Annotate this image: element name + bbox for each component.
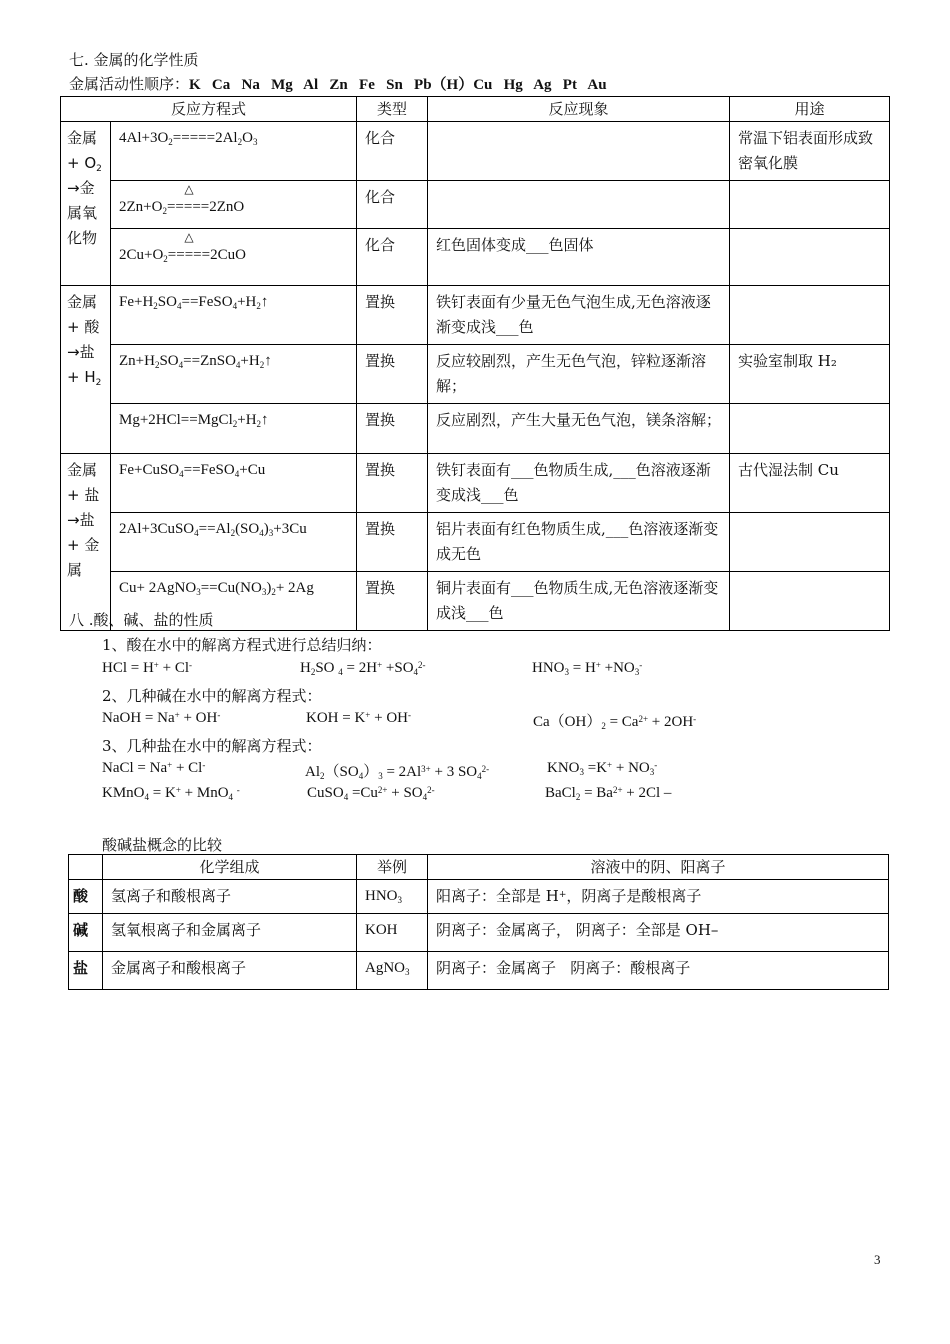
salt-eq-3: $KNO_3 =K^+ + NO_3^-$ bbox=[547, 760, 658, 777]
section7-title: 七. 金属的化学性质 bbox=[69, 51, 199, 69]
acid-eq-3: $HNO_3 = H^+ +NO_3^-$ bbox=[532, 660, 643, 677]
group-metal-salt: 金属 + 盐 →盐 + 金 属 bbox=[61, 454, 111, 631]
salt-eq-6: BaCl$_2$ = $Ba^{2+} + 2Cl$ – bbox=[545, 785, 672, 802]
type-cell: 置换 bbox=[357, 454, 428, 513]
usage-cell bbox=[730, 229, 890, 286]
equation-cell: $Zn+H_2SO_4==ZnSO_4+H_2↑$ bbox=[111, 345, 357, 404]
header-equation: 反应方程式 bbox=[61, 97, 357, 122]
type-cell: 化合 bbox=[357, 181, 428, 229]
phenomenon-cell: 铁钉表面有___色物质生成,___色溶液逐渐变成浅___色 bbox=[428, 454, 730, 513]
compare-header-composition: 化学组成 bbox=[103, 855, 357, 880]
phenomenon-cell: 铁钉表面有少量无色气泡生成,无色溶液逐渐变成浅___色 bbox=[428, 286, 730, 345]
equation-cell: △ $2Zn+O_2=====2ZnO$ bbox=[111, 181, 357, 229]
salt-eq-5: CuSO$_4$ $=Cu^{2+} + SO_4^{2-}$ bbox=[307, 785, 435, 802]
equation-cell: △ $2Cu+O_2=====2CuO$ bbox=[111, 229, 357, 286]
usage-cell bbox=[730, 404, 890, 454]
base-eq-2: KOH = K+ + OH- bbox=[306, 710, 411, 726]
row-name: 碱 bbox=[69, 914, 103, 952]
phenomenon-cell: 铜片表面有___色物质生成,无色溶液逐渐变成浅___色 bbox=[428, 572, 730, 631]
type-cell: 置换 bbox=[357, 404, 428, 454]
table-row bbox=[61, 454, 890, 513]
type-cell: 置换 bbox=[357, 286, 428, 345]
heat-mark: △ bbox=[184, 182, 194, 196]
type-cell: 置换 bbox=[357, 345, 428, 404]
base-eq-1: NaOH = Na+ + OH- bbox=[102, 710, 221, 726]
phenomenon-cell: 铝片表面有红色物质生成,___色溶液逐渐变成无色 bbox=[428, 513, 730, 572]
item1-heading: 1、酸在水中的解离方程式进行总结归纳： bbox=[102, 636, 382, 654]
activity-series-values: K Ca Na Mg Al Zn Fe Sn Pb（H）Cu Hg Ag Pt Au bbox=[189, 77, 607, 93]
table-row bbox=[61, 122, 890, 181]
salt-eq-2: $Al_2(SO_4)_3 = 2Al^{3+} + 3$ $SO_4^{2-}$ bbox=[305, 764, 490, 781]
equation-cell: $Fe+H_2SO_4==FeSO_4+H_2↑$ bbox=[111, 286, 357, 345]
usage-cell bbox=[730, 181, 890, 229]
compare-header-ions: 溶液中的阴、阳离子 bbox=[428, 855, 889, 880]
equation-cell: Fe+CuSO$_4$==FeSO$_4$+Cu bbox=[111, 454, 357, 513]
table-row bbox=[61, 345, 890, 404]
ions-cell: 阴离子：金属离子， 阴离子：全部是 OH– bbox=[428, 914, 889, 952]
usage-cell: 古代湿法制 Cu bbox=[730, 454, 890, 513]
table-row bbox=[61, 181, 890, 229]
example-cell: $HNO_3$ bbox=[357, 880, 428, 914]
group-metal-acid: 金属 + 酸 →盐 + $H_2$ bbox=[61, 286, 111, 454]
ions-cell: 阴离子：金属离子 阴离子：酸根离子 bbox=[428, 952, 889, 990]
compare-header-blank bbox=[69, 855, 103, 880]
phenomenon-cell: 反应较剧烈，产生无色气泡，锌粒逐渐溶解； bbox=[428, 345, 730, 404]
group-metal-oxygen: 金属 + $O_2$ →金 属氧 化物 bbox=[61, 122, 111, 286]
table-row bbox=[69, 952, 889, 990]
row-name: 酸 bbox=[69, 880, 103, 914]
ions-cell: 阳离子：全部是 H+，阴离子是酸根离子 bbox=[428, 880, 889, 914]
usage-cell: 常温下铝表面形成致密氧化膜 bbox=[730, 122, 890, 181]
heat-mark: △ bbox=[184, 230, 194, 244]
table-header-row bbox=[61, 97, 890, 122]
composition-cell: 金属离子和酸根离子 bbox=[103, 952, 357, 990]
equation-cell: $Cu+ 2AgNO_3==Cu(NO_3)_2+ 2Ag$ bbox=[111, 572, 357, 631]
usage-cell: 实验室制取 H₂ bbox=[730, 345, 890, 404]
usage-cell bbox=[730, 286, 890, 345]
page-number: 3 bbox=[874, 1252, 881, 1267]
type-cell: 置换 bbox=[357, 513, 428, 572]
composition-cell: 氢氧根离子和金属离子 bbox=[103, 914, 357, 952]
base-eq-3: $Ca(OH)_2 = Ca^{2+} + 2OH^-$ bbox=[533, 714, 697, 731]
phenomenon-cell: 红色固体变成___色固体 bbox=[428, 229, 730, 286]
equation-cell: $4Al+3O_2=====2Al_2O_3$ bbox=[111, 122, 357, 181]
usage-cell bbox=[730, 572, 890, 631]
section8-title: 八 .酸、碱、盐的性质 bbox=[69, 611, 214, 629]
table-row bbox=[61, 229, 890, 286]
compare-header-row bbox=[69, 855, 889, 880]
acid-eq-2: $H_2SO$ $_4 = 2H^+ +SO_4^{2-}$ bbox=[300, 660, 426, 677]
table-row bbox=[61, 286, 890, 345]
type-cell: 化合 bbox=[357, 229, 428, 286]
example-cell: KOH bbox=[357, 914, 428, 952]
item2-heading: 2、几种碱在水中的解离方程式： bbox=[102, 687, 322, 705]
salt-eq-4: KMnO$_4$ = K+ + MnO$_4$ - bbox=[102, 785, 240, 802]
header-phenomenon: 反应现象 bbox=[428, 97, 730, 122]
table-row bbox=[61, 404, 890, 454]
metal-properties-table bbox=[60, 96, 890, 631]
phenomenon-cell bbox=[428, 122, 730, 181]
equation-cell: $Mg+2HCl==MgCl_2+H_2↑$ bbox=[111, 404, 357, 454]
salt-eq-1: NaCl = Na+ + Cl- bbox=[102, 760, 206, 776]
composition-cell: 氢离子和酸根离子 bbox=[103, 880, 357, 914]
acid-eq-1: HCl = H+ + Cl- bbox=[102, 660, 193, 676]
type-cell: 化合 bbox=[357, 122, 428, 181]
compare-header-example: 举例 bbox=[357, 855, 428, 880]
phenomenon-cell bbox=[428, 181, 730, 229]
equation-cell: $2Al+3CuSO_4==Al_2(SO_4)_3+3Cu$ bbox=[111, 513, 357, 572]
example-cell: AgNO$_3$ bbox=[357, 952, 428, 990]
compare-title: 酸碱盐概念的比较 bbox=[102, 836, 223, 854]
activity-label: 金属活动性顺序： bbox=[69, 75, 190, 93]
type-cell: 置换 bbox=[357, 572, 428, 631]
phenomenon-cell: 反应剧烈，产生大量无色气泡，镁条溶解； bbox=[428, 404, 730, 454]
table-row bbox=[69, 880, 889, 914]
row-name: 盐 bbox=[69, 952, 103, 990]
header-type: 类型 bbox=[357, 97, 428, 122]
usage-cell bbox=[730, 513, 890, 572]
table-row bbox=[61, 513, 890, 572]
header-usage: 用途 bbox=[730, 97, 890, 122]
activity-series bbox=[69, 73, 607, 94]
acid-base-salt-table bbox=[68, 854, 889, 990]
item3-heading: 3、几种盐在水中的解离方程式： bbox=[102, 737, 322, 755]
table-row bbox=[69, 914, 889, 952]
